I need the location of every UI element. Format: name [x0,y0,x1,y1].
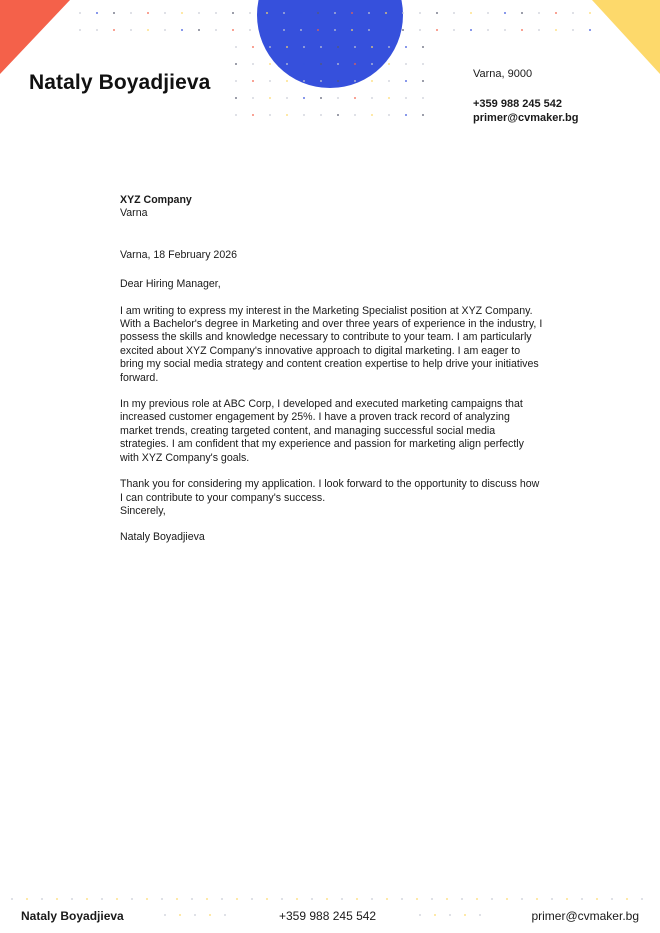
decor-dot [419,29,421,31]
decor-dot [41,898,43,900]
decor-dot [252,80,254,82]
decor-dot [388,63,390,65]
decor-dot [269,114,271,116]
decor-dot [161,898,163,900]
decor-dot [320,114,322,116]
decor-dot [300,29,302,31]
decor-dot [286,46,288,48]
decor-dot [334,12,336,14]
decor-dot [354,80,356,82]
decor-dot [422,80,424,82]
decor-dot [446,898,448,900]
decor-dot [252,46,254,48]
decor-dot [538,29,540,31]
decor-dot [487,29,489,31]
decor-dot [311,898,313,900]
decor-dot [286,80,288,82]
decor-dot [626,898,628,900]
letter-paragraph-2: In my previous role at ABC Corp, I developed and executed marketing campaigns that increased customer engagement by 25%. I have a proven track record of analyzing market trends, creating targeted content, and managing successful social media strategies. I am confident that my experience and passion for marketing align perfectly with XYZ Company's goals. [120,398,524,464]
decor-dot [146,898,148,900]
decor-dot [470,12,472,14]
decor-dot [506,898,508,900]
decor-dot [303,97,305,99]
decor-dot [286,114,288,116]
decor-dot [470,29,472,31]
decor-dot [320,80,322,82]
decor-dot [113,29,115,31]
decor-dot [405,97,407,99]
decor-dot [147,12,149,14]
decor-dot [71,898,73,900]
decor-dot [300,12,302,14]
decor-dot [79,29,81,31]
decor-dot [296,898,298,900]
decor-dot [555,12,557,14]
decor-dot [116,898,118,900]
decor-dot [487,12,489,14]
decor-dot [337,46,339,48]
decor-dot [320,97,322,99]
recipient-company: XYZ Company [120,194,192,206]
decor-dot [388,46,390,48]
decor-dot [11,898,13,900]
decor-dot [130,29,132,31]
decor-dot [555,29,557,31]
decor-dot [422,46,424,48]
decor-dot [371,80,373,82]
header-phone[interactable]: +359 988 245 542 [473,98,563,110]
decor-dot [269,97,271,99]
header-contact [473,67,579,125]
decor-dot [351,29,353,31]
decor-dot [251,898,253,900]
decor-dot [422,97,424,99]
header-city: Varna, 9000 [473,68,533,80]
decor-dot [266,29,268,31]
footer-email[interactable]: primer@cvmaker.bg [531,909,639,923]
decor-dot [326,898,328,900]
decor-dot [402,29,404,31]
decor-dot [198,12,200,14]
footer-name: Nataly Boyadjieva [21,909,124,923]
decor-dot [572,29,574,31]
decor-dot [405,114,407,116]
decor-dot [371,97,373,99]
decor-dot [354,114,356,116]
decor-dot [286,97,288,99]
decor-dot [26,898,28,900]
decor-dot [252,114,254,116]
decor-dot [235,46,237,48]
decor-dot [303,114,305,116]
recipient-city: Varna [120,207,148,220]
decor-dot [388,80,390,82]
decor-dot [235,114,237,116]
decor-dot [215,29,217,31]
decor-dot [551,898,553,900]
decor-dot [504,29,506,31]
header-email[interactable]: primer@cvmaker.bg [473,112,579,124]
footer [0,906,660,926]
decor-dot [337,80,339,82]
letter-date: Varna, 18 February 2026 [120,248,237,261]
decor-dot [320,63,322,65]
decor-dot [269,63,271,65]
decor-dot [147,29,149,31]
letter-paragraph-1: I am writing to express my interest in the Marketing Specialist position at XYZ Company. With a Bachelor's degree in Marketing and over three years of experience in the industry, I possess the skills and knowledge necessary to contribute to your team. I am particularly excited about XYZ Company's innovative approach to digital marketing. I am eager to bring my social media strategy and content creation expertise to help drive your initiatives forward. [120,304,543,384]
decor-dot [236,898,238,900]
decor-dot [354,97,356,99]
decor-dot [368,29,370,31]
decor-dot [176,898,178,900]
decor-dot [581,898,583,900]
decor-dot [96,29,98,31]
decor-dot [337,63,339,65]
decor-dot [303,46,305,48]
decor-dot [354,63,356,65]
decor-dot [589,12,591,14]
header-name: Nataly Boyadjieva [29,71,211,94]
decor-dot [337,97,339,99]
decor-dot [269,80,271,82]
decor-dot [191,898,193,900]
decor-dot [317,29,319,31]
decor-dot [536,898,538,900]
decor-dot [436,29,438,31]
decor-dot [461,898,463,900]
decor-dot [538,12,540,14]
decor-dot [436,12,438,14]
decor-dot [130,12,132,14]
letter-paragraph-3: Thank you for considering my application. I look forward to the opportunity to discuss how I can contribute to your company's success. [120,478,540,504]
decor-dot [235,63,237,65]
decor-dot [79,12,81,14]
decor-dot [351,12,353,14]
decor-dot [371,63,373,65]
decor-dot [405,80,407,82]
decor-dot [341,898,343,900]
decor-dot [206,898,208,900]
decor-dot [589,29,591,31]
letter-signature: Nataly Boyadjieva [120,531,205,544]
decor-dot [317,12,319,14]
decor-dot [476,898,478,900]
decor-dot [611,898,613,900]
decor-dot [249,29,251,31]
decor-dot [286,63,288,65]
letter-greeting: Dear Hiring Manager, [120,278,221,291]
decor-dot [56,898,58,900]
decor-dot [368,12,370,14]
decor-dot [422,63,424,65]
decor-dot [235,97,237,99]
decor-dot [303,63,305,65]
decor-dot [521,12,523,14]
decor-dot [388,97,390,99]
decor-dot [521,29,523,31]
decor-dot [566,898,568,900]
decor-dot [371,898,373,900]
decor-dot [181,29,183,31]
decor-dot [419,12,421,14]
decor-dot [572,12,574,14]
decor-dot [303,80,305,82]
decor-dot [504,12,506,14]
decor-dot [385,29,387,31]
decor-dot [491,898,493,900]
decor-dot [337,114,339,116]
decor-dot [232,29,234,31]
decor-dot [416,898,418,900]
decor-dot [181,12,183,14]
decor-dot [281,898,283,900]
decor-dot [164,12,166,14]
decor-dot [388,114,390,116]
decor-dot [334,29,336,31]
decor-dot [266,12,268,14]
decor-dot [453,12,455,14]
decor-dot [641,898,643,900]
letter-closing: Sincerely, [120,504,166,517]
decor-dot [96,12,98,14]
decor-dot [356,898,358,900]
decor-dot [401,898,403,900]
decor-dot [371,46,373,48]
letter-body [120,194,545,545]
decor-dot [385,12,387,14]
decor-dot [235,80,237,82]
decor-dot [266,898,268,900]
decor-dot [249,12,251,14]
decor-dot [431,898,433,900]
decor-dot [405,46,407,48]
decor-dot [405,63,407,65]
decor-dot [596,898,598,900]
decor-dot [422,114,424,116]
decor-dot [269,46,271,48]
decor-dot [252,97,254,99]
decor-dot [215,12,217,14]
decor-dot [198,29,200,31]
decor-dot [113,12,115,14]
decor-dot [164,29,166,31]
decor-dot [521,898,523,900]
decor-dot [131,898,133,900]
decor-dot [283,29,285,31]
decor-dot [386,898,388,900]
decor-dot [252,63,254,65]
decor-dot [402,12,404,14]
decor-dot [101,898,103,900]
decor-dot [232,12,234,14]
decor-dot [86,898,88,900]
decor-dot [320,46,322,48]
decor-dot [221,898,223,900]
decor-dot [354,46,356,48]
decor-dot [453,29,455,31]
decor-dot [371,114,373,116]
footer-phone[interactable]: +359 988 245 542 [279,909,377,923]
decor-dot [283,12,285,14]
